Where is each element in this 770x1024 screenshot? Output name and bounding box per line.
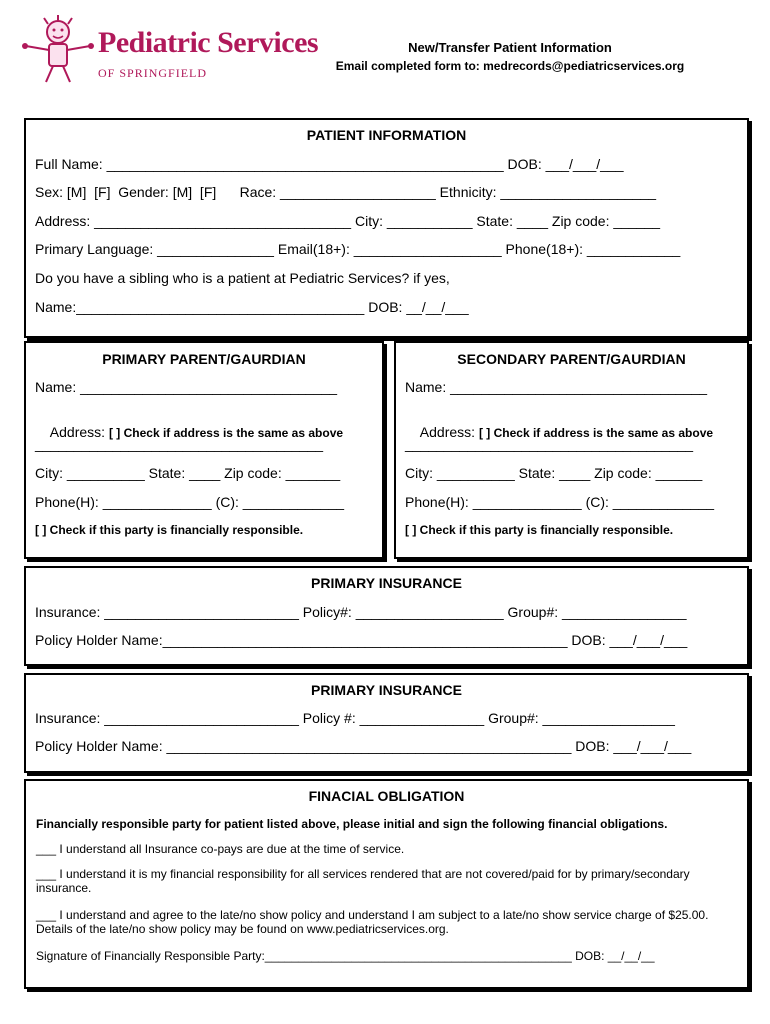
second-policy-holder-line[interactable]: Policy Holder Name: ____________________________________________________ DOB: ___/___/___ xyxy=(35,738,692,754)
language-email-phone-line[interactable]: Primary Language: _______________ Email(18+): ___________________ Phone(18+): ____________ xyxy=(35,241,681,257)
coverage-acknowledgement[interactable]: ___ I understand it is my financial responsibility for all services rendered that are not covered/paid for by primary/secondary insurance. xyxy=(36,867,690,895)
form-title: New/Transfer Patient Information xyxy=(408,40,612,55)
secondary-parent-address-line[interactable]: _____________________________________ xyxy=(405,436,694,452)
secondary-parent-title: SECONDARY PARENT/GAURDIAN xyxy=(457,351,686,367)
primary-parent-title: PRIMARY PARENT/GAURDIAN xyxy=(102,351,306,367)
email-instruction: Email completed form to: medrecords@pediatricservices.org xyxy=(335,59,685,73)
copay-acknowledgement[interactable]: ___ I understand all Insurance co-pays are due at the time of service. xyxy=(36,842,405,856)
secondary-parent-section xyxy=(394,341,749,559)
primary-financial-checkbox[interactable]: [ ] Check if this party is financially responsible. xyxy=(35,523,304,537)
logo-brand: Pediatric Services xyxy=(98,26,319,59)
secondary-parent-city-line[interactable]: City: __________ State: ____ Zip code: ______ xyxy=(405,465,703,481)
primary-address-same-checkbox[interactable]: [ ] Check if address is the same as above xyxy=(108,426,344,440)
secondary-parent-phone-line[interactable]: Phone(H): ______________ (C): _____________ xyxy=(405,494,715,510)
financial-obligation-section xyxy=(24,779,749,989)
full-name-dob-line[interactable]: Full Name: ___________________________________________________ DOB: ___/___/___ xyxy=(35,156,624,172)
financial-obligation-title: FINACIAL OBLIGATION xyxy=(308,788,465,804)
primary-parent-city-line[interactable]: City: __________ State: ____ Zip code: _______ xyxy=(35,465,341,481)
policy-holder-line[interactable]: Policy Holder Name:____________________________________________________ DOB: ___/___/___ xyxy=(35,632,688,648)
address-line[interactable]: Address: _________________________________ City: ___________ State: ____ Zip code: ______ xyxy=(35,213,661,229)
financial-intro: Financially responsible party for patient listed above, please initial and sign the following financial obligations. xyxy=(36,817,668,831)
insurance-policy-group-line[interactable]: Insurance: _________________________ Policy#: ___________________ Group#: ________________ xyxy=(35,604,687,620)
logo-subtitle: OF SPRINGFIELD xyxy=(98,66,208,80)
secondary-parent-address-label: Address: xyxy=(419,424,479,440)
sex-gender-race-line[interactable]: Sex: [M] [F] Gender: [M] [F] Race: ____________________ Ethnicity: ____________________ xyxy=(35,184,657,200)
patient-section-title: PATIENT INFORMATION xyxy=(306,127,467,143)
primary-insurance-title: PRIMARY INSURANCE xyxy=(311,575,462,591)
secondary-financial-checkbox[interactable]: [ ] Check if this party is financially responsible. xyxy=(405,523,674,537)
secondary-address-same-checkbox[interactable]: [ ] Check if address is the same as above xyxy=(478,426,714,440)
second-insurance-section xyxy=(24,673,749,773)
primary-parent-section xyxy=(24,341,384,559)
patient-information-section xyxy=(24,118,749,338)
form-header xyxy=(0,0,770,110)
no-show-acknowledgement[interactable]: ___ I understand and agree to the late/no show policy and understand I am subject to a late/no show service charge of $25.00. Details of the late/no show policy may be found on www.pediatricservices.org. xyxy=(36,908,709,936)
sibling-question: Do you have a sibling who is a patient at Pediatric Services? if yes, xyxy=(35,270,450,286)
primary-parent-name-line[interactable]: Name: _________________________________ xyxy=(35,379,338,395)
logo xyxy=(20,14,319,86)
second-insurance-policy-group-line[interactable]: Insurance: _________________________ Policy #: ________________ Group#: _________________ xyxy=(35,710,675,726)
primary-insurance-section xyxy=(24,566,749,666)
sibling-name-dob-line[interactable]: Name:_____________________________________ DOB: __/__/___ xyxy=(35,299,469,315)
primary-parent-address-line[interactable]: _____________________________________ xyxy=(35,436,324,452)
secondary-parent-name-line[interactable]: Name: _________________________________ xyxy=(405,379,708,395)
signature-dob-line[interactable]: Signature of Financially Responsible Party:______________________________________________ DOB: __/__/__ xyxy=(36,949,655,963)
primary-parent-phone-line[interactable]: Phone(H): ______________ (C): _____________ xyxy=(35,494,345,510)
primary-parent-address-label: Address: xyxy=(49,424,109,440)
second-insurance-title: PRIMARY INSURANCE xyxy=(311,682,462,698)
stick-figure-logo-icon xyxy=(20,14,96,86)
